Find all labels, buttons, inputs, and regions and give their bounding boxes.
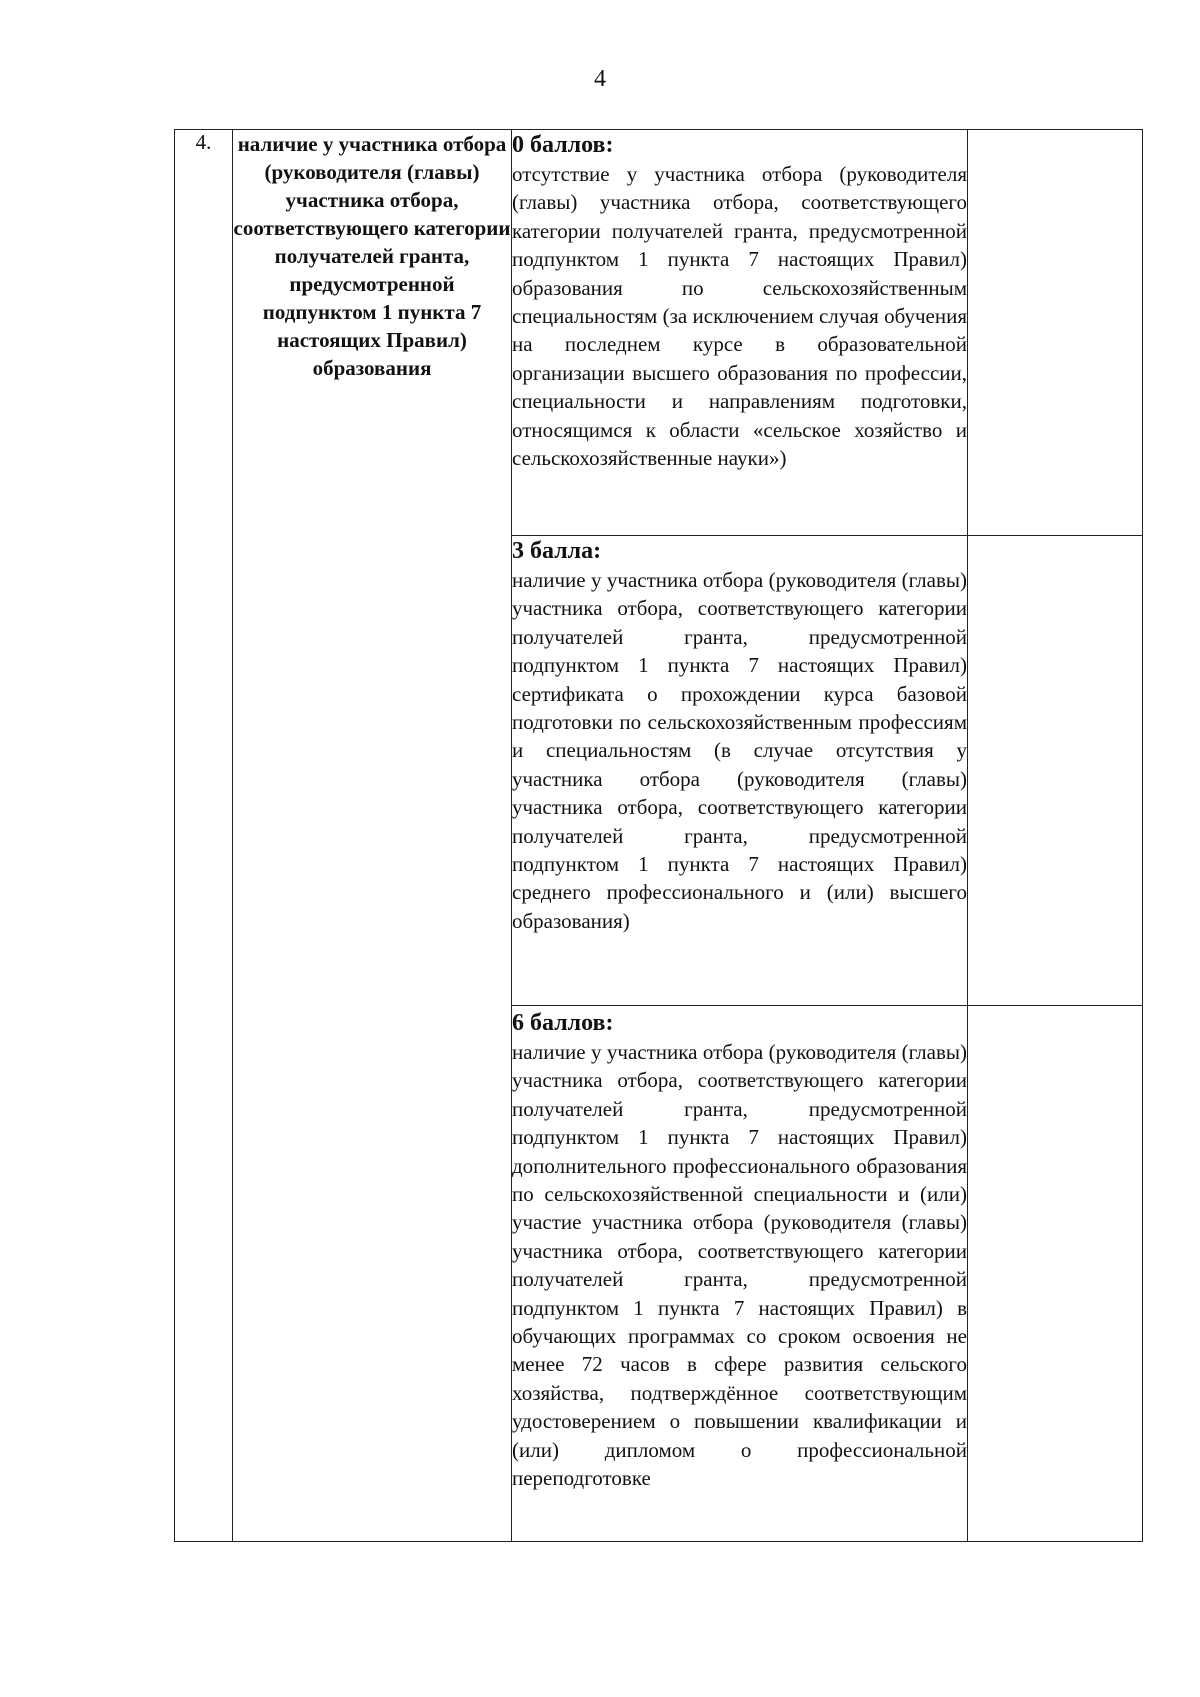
table-row — [175, 130, 1143, 536]
points-label: 0 баллов: — [512, 132, 614, 158]
level-description: наличие у участника отбора (руководителя (главы) участника отбора, соответствующего категории получателей гранта, предусмотренной подпунктом 1 пункта 7 настоящих Правил) дополнительного профессионального образования по сельскохозяйственной специальности и (или) участие участника отбора (руководителя (главы) участника отбора, соответствующего категории получателей гранта, предусмотренной подпунктом 1 пункта 7 настоящих Правил) в обучающих программах со сроком освоения не менее 72 часов в сфере развития сельского хозяйства, подтверждённое соответствующим удостоверением о повышении квалификации и (или) дипломом о профессиональной переподготовке — [512, 1040, 967, 1491]
criterion-number: 4. — [175, 130, 233, 1542]
score-cell — [968, 1006, 1143, 1542]
points-label: 3 балла: — [512, 538, 602, 564]
criteria-table — [174, 129, 1143, 1542]
points-label: 6 баллов: — [512, 1010, 614, 1036]
score-level-0 — [512, 130, 968, 536]
level-description: отсутствие у участника отбора (руководителя (главы) участника отбора, соответствующего категории получателей гранта, предусмотренной подпунктом 1 пункта 7 настоящих Правил) образования по сельскохозяйственным специальностям (за исключением случая обучения на последнем курсе в образовательной организации высшего образования по профессии, специальности и направлениям подготовки, относящимся к области «сельское хозяйство и сельскохозяйственные науки») — [512, 162, 967, 471]
score-cell — [968, 536, 1143, 1006]
score-level-3 — [512, 536, 968, 1006]
level-description: наличие у участника отбора (руководителя (главы) участника отбора, соответствующего категории получателей гранта, предусмотренной подпунктом 1 пункта 7 настоящих Правил) сертификата о прохождении курса базовой подготовки по сельскохозяйственным профессиям и специальностям (в случае отсутствия у участника отбора (руководителя (главы) участника отбора, соответствующего категории получателей гранта, предусмотренной подпунктом 1 пункта 7 настоящих Правил) среднего профессионального и (или) высшего образования) — [512, 568, 967, 933]
criterion-name: наличие у участника отбора (руководителя (главы) участника отбора, соответствующего категории получателей гранта, предусмотренной подпунктом 1 пункта 7 настоящих Правил) образования — [233, 130, 512, 1542]
score-cell — [968, 130, 1143, 536]
page-number: 4 — [594, 66, 606, 92]
score-level-6 — [512, 1006, 968, 1542]
